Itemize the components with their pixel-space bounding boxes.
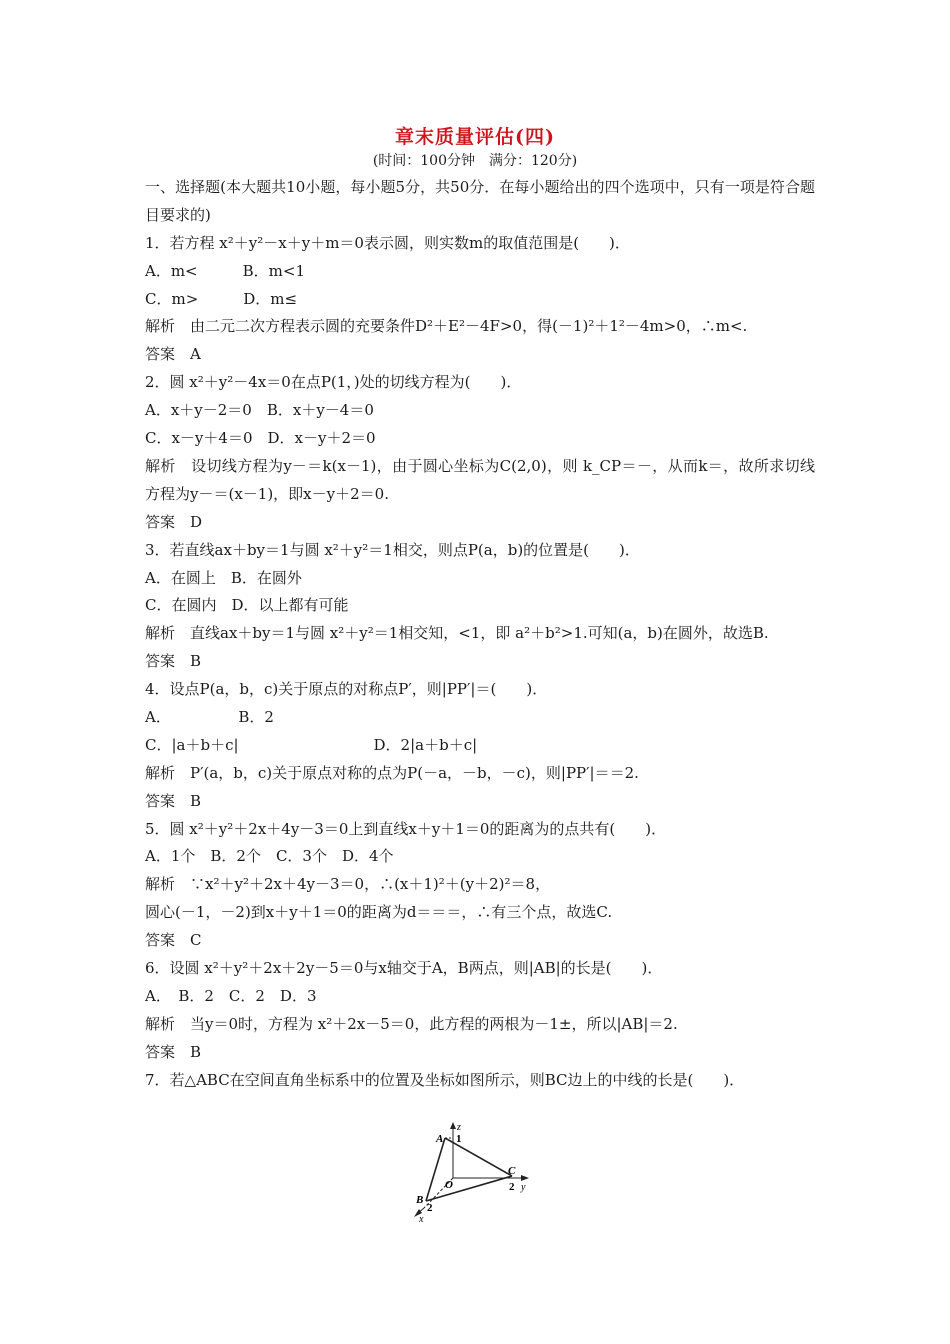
page-title: 章末质量评估(四) [395, 126, 555, 148]
edge-ab [426, 1138, 445, 1201]
q5-analysis-line2: 圆心(－1，－2)到x＋y＋1＝0的距离为d＝＝＝，∴有三个点，故选C. [145, 903, 613, 922]
q4-analysis: 解析 P′(a，b，c)关于原点对称的点为P(－a，－b，－c)，则|PP′|＝＝2. [145, 763, 639, 782]
q1-answer: 答案 A [145, 345, 201, 364]
q6-options: A． B．2 C．2 D．3 [145, 986, 317, 1005]
label-o: O [445, 1179, 453, 1191]
q3-options-ab: A．在圆上 B．在圆外 [145, 568, 302, 587]
q4-options-ab: A． B．2 [145, 708, 274, 726]
label-z-one: 1 [456, 1133, 462, 1145]
q2-answer: 答案 D [145, 512, 203, 531]
q5-analysis-line1: 解析 ∵x²＋y²＋2x＋4y－3＝0，∴(x＋1)²＋(y＋2)²＝8， [145, 875, 551, 894]
label-c: C [508, 1165, 516, 1177]
q3-stem: 3．若直线ax＋by＝1与圆 x²＋y²＝1相交，则点P(a，b)的位置是( )． [145, 540, 640, 559]
label-z: z [457, 1122, 461, 1133]
q7-stem: 7．若△ABC在空间直角坐标系中的位置及坐标如图所示，则BC边上的中线的长是( )． [145, 1070, 745, 1089]
label-x-two: 2 [427, 1202, 433, 1214]
label-x: x [419, 1214, 424, 1224]
section-intro: 一、选择题(本大题共10小题，每小题5分，共50分．在每小题给出的四个选项中，只有一项是符合题目要求的) [145, 178, 815, 224]
q6-answer: 答案 B [145, 1042, 202, 1061]
document-body [145, 174, 815, 1094]
q1-options-cd: C．m> D．m≤ [145, 289, 298, 308]
q6-stem: 6．设圆 x²＋y²＋2x＋2y－5＝0与x轴交于A，B两点，则|AB|的长是( )． [145, 959, 663, 978]
page-subtitle: (时间：100分钟 满分：120分) [372, 153, 578, 169]
q4-answer: 答案 B [145, 791, 202, 810]
label-a: A [436, 1133, 444, 1145]
q6-analysis: 解析 当y＝0时，方程为 x²＋2x－5＝0，此方程的两根为－1±，所以|AB|＝2. [145, 1014, 678, 1033]
q1-options-ab: A．m< B．m<1 [145, 261, 305, 280]
coordinate-figure [405, 1118, 555, 1224]
q5-options: A．1个 B．2个 C．3个 D．4个 [145, 847, 394, 866]
y-axis-arrow [521, 1175, 529, 1181]
z-axis-arrow [450, 1122, 456, 1129]
q2-analysis: 解析 设切线方程为y－＝k(x－1)，由于圆心坐标为C(2,0)，则 k_CP＝－，从而k＝，故所求切线方程为y－＝(x－1)，即x－y＋2＝0. [145, 456, 815, 503]
q3-answer: 答案 B [145, 652, 202, 671]
q3-options-cd: C．在圆内 D．以上都有可能 [145, 596, 349, 615]
q5-answer: 答案 C [145, 931, 202, 950]
label-y: y [521, 1182, 526, 1193]
q4-options-cd: C．|a＋b＋c| D．2|a＋b＋c| [145, 735, 478, 754]
q2-options-ab: A．x＋y－2＝0 B．x＋y－4＝0 [145, 401, 374, 420]
label-b: B [416, 1194, 424, 1206]
q3-analysis: 解析 直线ax＋by＝1与圆 x²＋y²＝1相交知，<1，即 a²＋b²>1.可知(a，b)在圆外，故选B. [145, 624, 769, 643]
edge-bc [426, 1176, 512, 1201]
q4-stem: 4．设点P(a，b，c)关于原点的对称点P′，则|PP′|＝( )． [145, 680, 548, 699]
q1-analysis: 解析 由二元二次方程表示圆的充要条件D²＋E²－4F>0，得(－1)²＋1²－4m>0，∴m<. [145, 317, 748, 336]
label-y-two: 2 [509, 1181, 515, 1193]
q5-stem: 5．圆 x²＋y²＋2x＋4y－3＝0上到直线x＋y＋1＝0的距离为的点共有( )． [145, 819, 667, 838]
q2-options-cd: C．x－y＋4＝0 D．x－y＋2＝0 [145, 429, 376, 448]
q2-stem: 2．圆 x²＋y²－4x＝0在点P(1，)处的切线方程为( )． [145, 373, 522, 392]
q1-stem: 1．若方程 x²＋y²－x＋y＋m＝0表示圆，则实数m的取值范围是( )． [145, 233, 630, 252]
